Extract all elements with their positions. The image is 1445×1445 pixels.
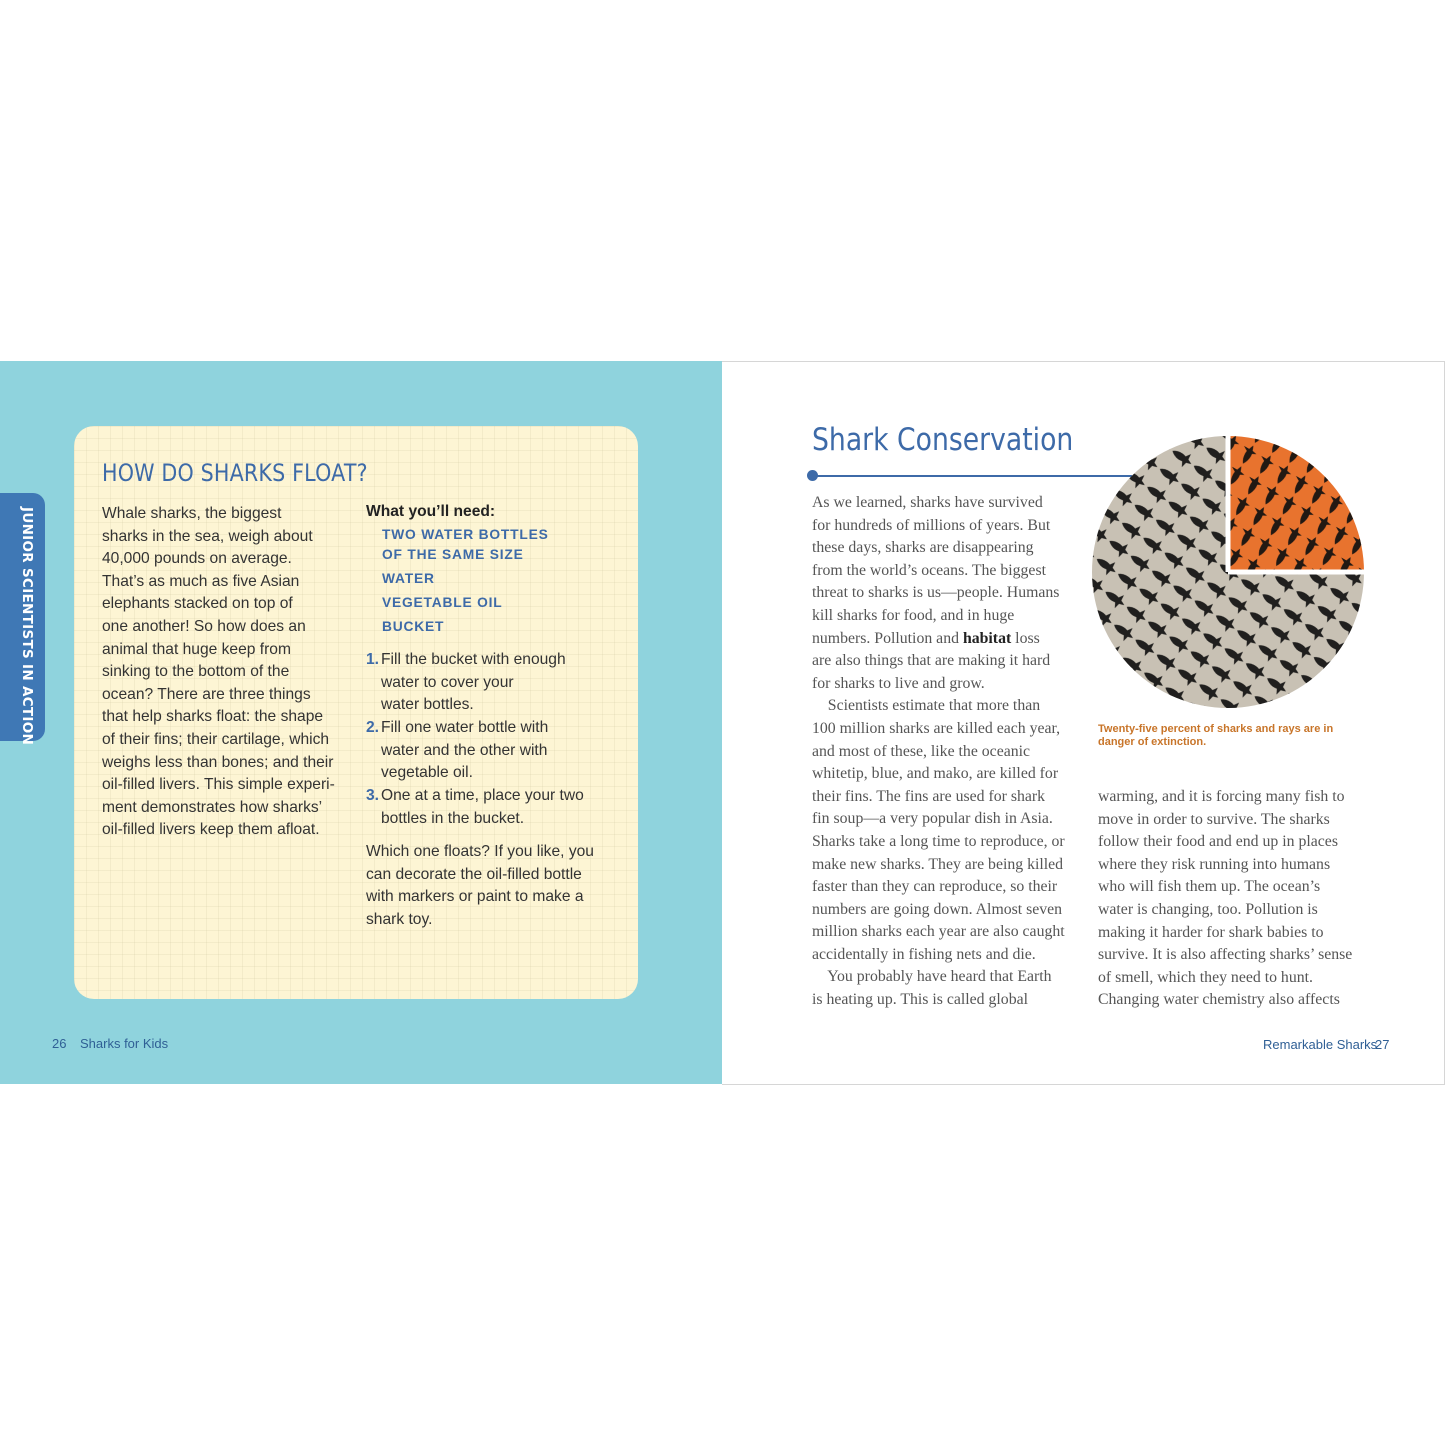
pie-svg — [1088, 432, 1368, 712]
body-column-1 — [812, 492, 1065, 1012]
body-line: accidentally in fishing nets and die. — [812, 945, 1036, 963]
body-line: ocean? There are three things — [102, 685, 311, 703]
body-line: move in order to survive. The sharks — [1098, 810, 1330, 828]
title-rule-dot — [807, 470, 818, 481]
closing-line: shark toy. — [366, 910, 433, 928]
body-line: fin soup—a very popular dish in Asia. — [812, 810, 1053, 828]
body-line: whitetip, blue, and mako, are killed for — [812, 765, 1059, 783]
body-line: that help sharks float: the shape — [102, 708, 324, 726]
body-line: weighs less than bones; and their — [102, 753, 334, 771]
text-run: loss — [1011, 629, 1040, 647]
right-page — [722, 361, 1445, 1085]
text-run: numbers. Pollution and — [812, 629, 963, 647]
step-number: 2. — [366, 719, 380, 736]
body-column-2 — [1098, 786, 1352, 1012]
body-line: who will fish them up. The ocean’s — [1098, 878, 1321, 896]
book-title: Sharks for Kids — [80, 1036, 169, 1051]
body-line: of their fins; their cartilage, which — [102, 730, 330, 748]
body-line: making it harder for shark babies to — [1098, 923, 1324, 941]
body-line: is heating up. This is called global — [812, 991, 1029, 1009]
closing-line: can decorate the oil-filled bottle — [366, 865, 582, 883]
body-line: ment demonstrates how sharks’ — [102, 798, 323, 816]
body-line: That’s as much as five Asian — [102, 572, 300, 590]
step-line: water and the other with — [381, 741, 548, 759]
page-number: 27 — [1375, 1037, 1390, 1052]
book-spread — [0, 361, 1445, 1084]
body-line: are also things that are making it hard — [812, 652, 1051, 670]
extinction-pie-chart — [1088, 432, 1368, 712]
body-line: threat to sharks is us—people. Humans — [812, 584, 1060, 602]
step-line: bottles in the bucket. — [381, 809, 525, 827]
activity-title: HOW DO SHARKS FLOAT? — [102, 459, 368, 487]
body-line: sharks in the sea, weigh about — [102, 527, 313, 545]
caption-line: Twenty-five percent of sharks and rays are in — [1098, 723, 1334, 735]
body-line: 40,000 pounds on average. — [102, 550, 292, 568]
step-number: 3. — [366, 787, 380, 804]
body-line: 100 million sharks are killed each year, — [812, 719, 1061, 737]
step-line: Fill the bucket with enough — [381, 651, 566, 668]
supply-item: OF THE SAME SIZE — [382, 547, 524, 562]
body-line: elephants stacked on top of — [102, 595, 293, 613]
body-line: of smell, which they need to hunt. — [1098, 968, 1313, 986]
need-label: What you’ll need: — [366, 503, 496, 520]
body-line: faster than they can reproduce, so their — [812, 878, 1058, 896]
body-line: million sharks each year are also caught — [812, 923, 1065, 941]
step-line: vegetable oil. — [381, 764, 473, 782]
step-line: water to cover your — [381, 673, 514, 691]
title-rule — [812, 475, 1132, 477]
caption-line: danger of extinction. — [1098, 736, 1207, 748]
body-line: for hundreds of millions of years. But — [812, 516, 1051, 534]
step-text — [381, 785, 584, 830]
body-line: from the world’s oceans. The biggest — [812, 561, 1046, 579]
step-number: 1. — [366, 651, 380, 668]
right-footer-title: Remarkable Sharks — [1263, 1037, 1378, 1052]
closing-text — [366, 841, 594, 931]
supply-item: VEGETABLE OIL — [382, 595, 503, 610]
closing-line: Which one floats? If you like, you — [366, 843, 594, 860]
body-line: Whale sharks, the biggest — [102, 505, 282, 522]
body-line: their fins. The fins are used for shark — [812, 787, 1046, 805]
body-line: one another! So how does an — [102, 617, 306, 635]
body-line: oil-filled livers keep them afloat. — [102, 821, 320, 839]
body-line: oil-filled livers. This simple experi- — [102, 776, 335, 794]
body-line: follow their food and end up in places — [1098, 833, 1338, 851]
body-line: for sharks to live and grow. — [812, 674, 985, 692]
body-line: kill sharks for food, and in huge — [812, 606, 1015, 624]
body-line: Changing water chemistry also affects — [1098, 991, 1340, 1009]
body-line: where they risk running into humans — [1098, 855, 1331, 873]
glossary-term: habitat — [962, 629, 1012, 647]
body-line: You probably have heard that Earth — [812, 968, 1052, 986]
supply-item: WATER — [382, 571, 435, 586]
supply-item: BUCKET — [382, 619, 445, 634]
supply-item: TWO WATER BOTTLES — [382, 527, 549, 542]
step-line: water bottles. — [381, 696, 474, 714]
body-line: water is changing, too. Pollution is — [1098, 900, 1318, 918]
intro-text — [102, 503, 352, 842]
body-line: make new sharks. They are being killed — [812, 855, 1064, 873]
body-line: numbers are going down. Almost seven — [812, 900, 1063, 918]
step-line: Fill one water bottle with — [381, 719, 549, 736]
side-tab-label: JUNIOR SCIENTISTS IN ACTION — [19, 507, 35, 746]
step-text — [381, 649, 566, 717]
body-line: Sharks take a long time to reproduce, or — [812, 832, 1065, 850]
body-line: these days, sharks are disappearing — [812, 539, 1034, 557]
shark-silhouette-texture — [1228, 436, 1364, 572]
closing-line: with markers or paint to make a — [366, 888, 584, 906]
body-line: warming, and it is forcing many fish to — [1098, 788, 1345, 805]
page-number: 26 — [52, 1036, 67, 1051]
body-line — [812, 628, 1065, 651]
left-page — [0, 361, 722, 1084]
step-line: One at a time, place your two — [381, 787, 584, 804]
body-line: Scientists estimate that more than — [812, 697, 1041, 715]
body-line: animal that huge keep from — [102, 640, 291, 658]
step-text — [381, 717, 548, 785]
body-line: and most of these, like the oceanic — [812, 742, 1031, 760]
section-title: Shark Conservation — [812, 422, 1074, 458]
chart-caption — [1098, 723, 1333, 749]
body-line: As we learned, sharks have survived — [812, 494, 1043, 511]
body-line: survive. It is also affecting sharks’ sense — [1098, 946, 1353, 964]
body-line: sinking to the bottom of the — [102, 663, 290, 681]
